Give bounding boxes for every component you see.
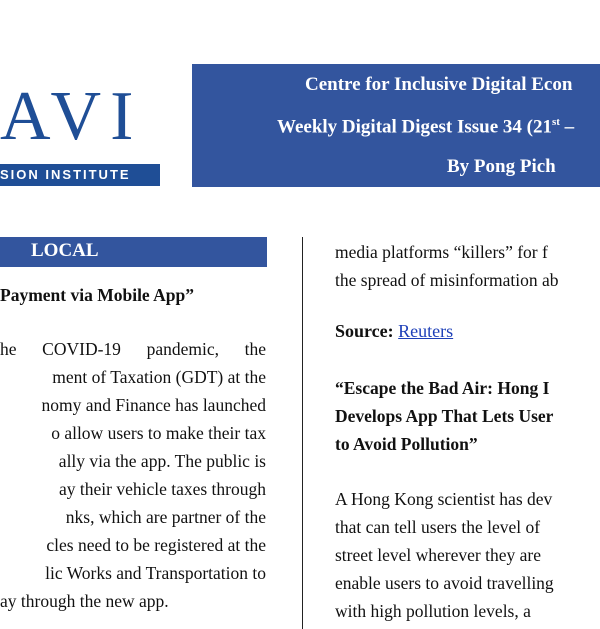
article-body-line: ally via the app. The public is — [58, 451, 266, 471]
article-body-line: with high pollution levels, a — [335, 601, 531, 621]
source-label: Source: — [335, 321, 394, 341]
article-title-line: “Escape the Bad Air: Hong I — [335, 378, 550, 398]
institute-logo — [0, 70, 175, 190]
article-body-line: cles need to be registered at the — [46, 535, 266, 555]
article-body-line — [0, 339, 266, 360]
article-title-local: Payment via Mobile App” — [0, 285, 194, 305]
body-word: COVID-19 — [42, 339, 121, 359]
logo-letters: AVI — [0, 78, 143, 155]
column-divider — [302, 237, 303, 629]
article-body-line: street level wherever they are — [335, 545, 541, 565]
source-line — [335, 321, 453, 342]
article-body-line: nks, which are partner of the — [65, 507, 266, 527]
header-issue-sup: st — [551, 116, 560, 128]
article-body-line: A Hong Kong scientist has dev — [335, 489, 553, 509]
header-organisation: Centre for Inclusive Digital Econ — [305, 74, 573, 95]
header-issue-tail: – — [559, 116, 575, 138]
article-body-line: o allow users to make their tax — [51, 423, 266, 443]
continued-text-line: media platforms “killers” for f — [335, 242, 548, 262]
header-issue — [277, 116, 574, 138]
body-word: the — [244, 339, 266, 359]
article-title-line: Develops App That Lets User — [335, 406, 554, 426]
article-body-line: enable users to avoid travelling — [335, 573, 554, 593]
body-word: he — [0, 339, 17, 359]
article-body-line: nomy and Finance has launched — [41, 395, 266, 415]
article-body-line: that can tell users the level of — [335, 517, 541, 537]
article-title-line: to Avoid Pollution” — [335, 434, 478, 454]
article-body-line: ment of Taxation (GDT) at the — [52, 367, 266, 387]
header-author: By Pong Pich — [447, 156, 556, 177]
header-issue-text: Weekly Digital Digest Issue 34 (21 — [277, 116, 552, 138]
article-body-line: ay through the new app. — [0, 591, 169, 611]
logo-tagline-band — [0, 164, 160, 186]
continued-text-line: the spread of misinformation ab — [335, 270, 559, 290]
section-label-local: LOCAL — [31, 240, 99, 261]
article-body-line: ay their vehicle taxes through — [58, 479, 266, 499]
source-link-reuters[interactable]: Reuters — [398, 321, 454, 341]
digest-header — [192, 64, 600, 187]
body-word: pandemic, — [146, 339, 219, 359]
article-body-line: lic Works and Transportation to — [45, 563, 266, 583]
logo-tagline: SION INSTITUTE — [0, 167, 131, 182]
section-bar-local — [0, 237, 267, 267]
